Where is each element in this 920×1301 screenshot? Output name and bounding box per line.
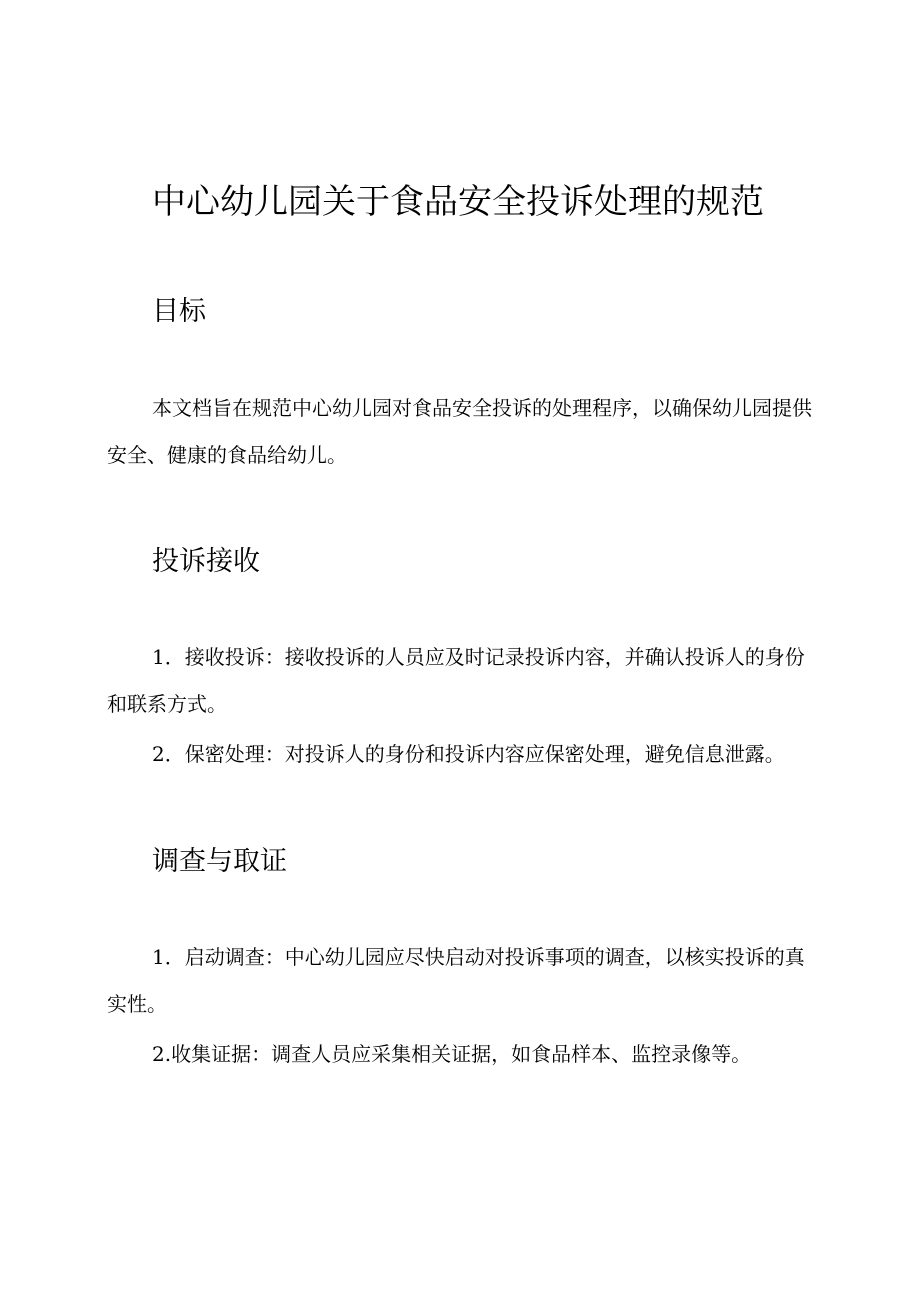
section-heading-goal: 目标 bbox=[152, 296, 206, 327]
goal-paragraph: 本文档旨在规范中心幼儿园对食品安全投诉的处理程序，以确保幼儿园提供安全、健康的食品给幼儿。 bbox=[107, 396, 812, 467]
section-heading-investigation: 调查与取证 bbox=[152, 846, 287, 877]
document-title: 中心幼儿园关于食品安全投诉处理的规范 bbox=[152, 182, 764, 222]
investigation-item-2: 2.收集证据：调查人员应采集相关证据，如食品样本、监控录像等。 bbox=[152, 1042, 752, 1066]
receipt-item-1: 1．接收投诉：接收投诉的人员应及时记录投诉内容，并确认投诉人的身份和联系方式。 bbox=[107, 645, 805, 716]
receipt-item-2: 2．保密处理：对投诉人的身份和投诉内容应保密处理，避免信息泄露。 bbox=[152, 742, 785, 766]
section-heading-complaint-receipt: 投诉接收 bbox=[152, 546, 260, 577]
investigation-item-1: 1．启动调查：中心幼儿园应尽快启动对投诉事项的调查，以核实投诉的真实性。 bbox=[107, 945, 805, 1016]
